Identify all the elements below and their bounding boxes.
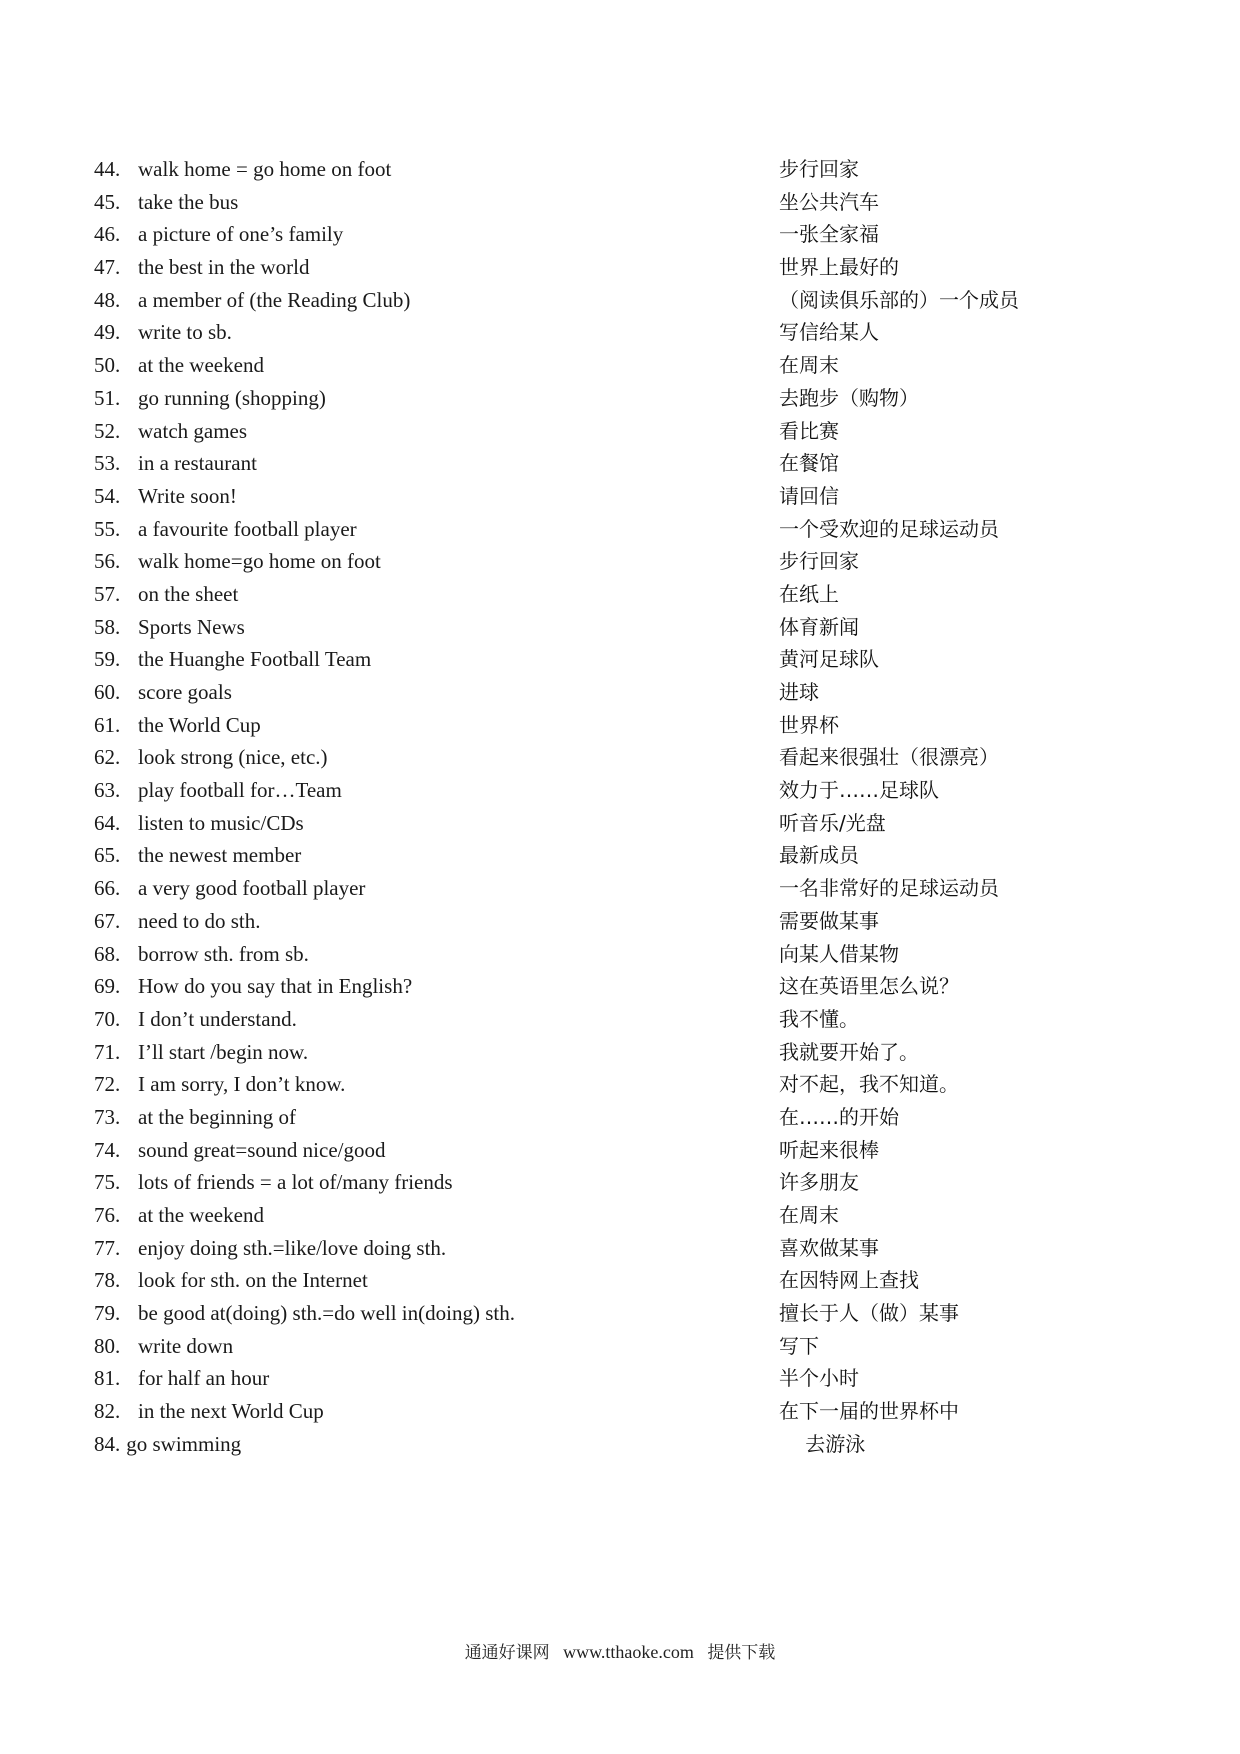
phrase-entry [94, 578, 1154, 611]
phrase-entry [94, 513, 1154, 546]
entry-english: lots of friends = a lot of/many friends [138, 1170, 453, 1195]
entry-chinese: 一个受欢迎的足球运动员 [779, 516, 999, 541]
phrase-entry [94, 1166, 1154, 1199]
entry-english: be good at(doing) sth.=do well in(doing) sth. [138, 1301, 515, 1326]
entry-english: the World Cup [138, 712, 261, 737]
entry-number: 56. [94, 549, 121, 574]
entry-english: in a restaurant [138, 451, 257, 476]
entry-chinese: 看比赛 [779, 418, 839, 443]
entry-chinese: 在餐馆 [779, 451, 839, 476]
entry-number: 76. [94, 1203, 121, 1227]
entry-english: look for sth. on the Internet [138, 1268, 368, 1293]
phrase-entry [94, 1297, 1154, 1330]
entry-chinese: 在纸上 [779, 581, 839, 606]
entry-english: a picture of one’s family [138, 222, 344, 247]
entry-chinese: 去跑步（购物） [779, 385, 919, 410]
entry-number: 49. [94, 320, 121, 345]
entry-english: at the weekend [138, 1203, 264, 1227]
phrase-entry [94, 643, 1154, 676]
entry-number: 55. [94, 516, 121, 541]
entry-english: borrow sth. from sb. [138, 941, 309, 966]
phrase-entry [94, 415, 1154, 448]
phrase-entry [94, 905, 1154, 938]
entry-english: sound great=sound nice/good [138, 1137, 386, 1162]
entry-english: go swimming [126, 1431, 242, 1456]
entry-number: 61. [94, 712, 121, 737]
entry-chinese: （阅读俱乐部的）一个成员 [779, 287, 1019, 312]
entry-number: 78. [94, 1268, 121, 1293]
entry-number: 66. [94, 876, 121, 901]
footer-url-link[interactable]: www.tthaoke.com [563, 1642, 694, 1662]
phrase-entry [94, 480, 1154, 513]
phrase-entry [94, 709, 1154, 742]
entry-english: need to do sth. [138, 908, 261, 933]
phrase-entry [94, 1330, 1154, 1363]
entry-number: 59. [94, 647, 121, 672]
phrase-entry [94, 316, 1154, 349]
entry-number: 45. [94, 189, 121, 214]
entry-chinese: 需要做某事 [779, 908, 879, 933]
entry-chinese: 步行回家 [779, 157, 859, 181]
phrase-entry [94, 1068, 1154, 1101]
entry-number: 84. [94, 1431, 121, 1456]
entry-number: 73. [94, 1104, 121, 1129]
entry-number: 64. [94, 810, 121, 835]
entry-chinese: 一张全家福 [779, 222, 879, 247]
entry-chinese: 在周末 [779, 353, 839, 378]
phrase-entry [94, 545, 1154, 578]
entry-chinese: 我就要开始了。 [779, 1039, 919, 1064]
entry-number: 52. [94, 418, 121, 443]
phrase-entry [94, 447, 1154, 480]
entry-number: 81. [94, 1366, 121, 1391]
phrase-entry [94, 807, 1154, 840]
entry-chinese: 向某人借某物 [779, 941, 899, 966]
entry-chinese: 喜欢做某事 [779, 1235, 879, 1260]
phrase-entry [94, 382, 1154, 415]
phrase-entry [94, 611, 1154, 644]
phrase-entry [94, 1036, 1154, 1069]
entry-english: look strong (nice, etc.) [138, 745, 328, 770]
entry-number: 44. [94, 157, 121, 181]
entry-chinese: 去游泳 [805, 1431, 866, 1456]
entry-chinese: 许多朋友 [779, 1170, 859, 1195]
phrase-entry [94, 1003, 1154, 1036]
entry-chinese: 这在英语里怎么说？ [779, 974, 959, 999]
entry-english: a very good football player [138, 876, 366, 901]
footer-suffix: 提供下载 [707, 1643, 776, 1663]
entry-english: listen to music/CDs [138, 810, 304, 835]
entry-english: I am sorry, I don’t know. [138, 1072, 346, 1097]
entry-number: 70. [94, 1006, 121, 1031]
entry-english: in the next World Cup [138, 1399, 324, 1424]
footer-site-name: 通通好课网 [464, 1643, 550, 1663]
entry-english: enjoy doing sth.=like/love doing sth. [138, 1235, 447, 1260]
entry-chinese: 在……的开始 [779, 1104, 899, 1129]
entry-english: I’ll start /begin now. [138, 1039, 309, 1064]
phrase-entry [94, 1101, 1154, 1134]
entry-english: write to sb. [138, 320, 232, 345]
phrase-entry [94, 186, 1154, 219]
entry-english: Write soon! [138, 483, 237, 508]
entry-chinese: 进球 [779, 680, 819, 704]
phrase-list [94, 153, 1154, 1461]
phrase-entry [94, 1362, 1154, 1395]
phrase-entry [94, 153, 1154, 186]
entry-english: take the bus [138, 189, 239, 214]
entry-chinese: 效力于……足球队 [779, 778, 939, 803]
entry-english: play football for…Team [138, 778, 342, 803]
entry-english: I don’t understand. [138, 1006, 297, 1031]
entry-chinese: 步行回家 [779, 549, 859, 574]
phrase-entry [94, 970, 1154, 1003]
entry-number: 53. [94, 451, 121, 476]
entry-number: 54. [94, 483, 121, 508]
entry-chinese: 我不懂。 [779, 1006, 859, 1031]
entry-english: at the beginning of [138, 1104, 297, 1129]
phrase-entry [94, 218, 1154, 251]
entry-number: 65. [94, 843, 121, 868]
entry-number: 57. [94, 581, 121, 606]
entry-number: 62. [94, 745, 121, 770]
entry-english: on the sheet [138, 581, 239, 606]
entry-chinese: 写信给某人 [779, 320, 879, 345]
entry-english: the Huanghe Football Team [138, 647, 372, 672]
entry-chinese: 世界杯 [779, 712, 839, 737]
entry-chinese: 请回信 [779, 483, 839, 508]
entry-english: go running (shopping) [138, 385, 326, 410]
entry-chinese: 在周末 [779, 1203, 839, 1227]
entry-number: 74. [94, 1137, 121, 1162]
phrase-entry [94, 349, 1154, 382]
entry-english: a member of (the Reading Club) [138, 287, 411, 312]
entry-number: 60. [94, 680, 121, 704]
phrase-entry [94, 284, 1154, 317]
phrase-entry [94, 676, 1154, 709]
entry-english: for half an hour [138, 1366, 270, 1391]
entry-chinese: 擅长于人（做）某事 [779, 1301, 959, 1326]
entry-english: at the weekend [138, 353, 264, 378]
entry-chinese: 在因特网上查找 [779, 1268, 919, 1293]
entry-number: 82. [94, 1399, 121, 1424]
entry-chinese: 在下一届的世界杯中 [779, 1399, 959, 1424]
phrase-entry [94, 1428, 1154, 1461]
entry-number: 47. [94, 255, 121, 280]
phrase-entry [94, 1395, 1154, 1428]
entry-english: How do you say that in English? [138, 974, 413, 999]
entry-chinese: 体育新闻 [779, 614, 859, 639]
phrase-entry [94, 839, 1154, 872]
entry-number: 68. [94, 941, 121, 966]
entry-english: the newest member [138, 843, 302, 868]
phrase-entry [94, 774, 1154, 807]
entry-number: 79. [94, 1301, 121, 1326]
entry-number: 72. [94, 1072, 121, 1097]
entry-chinese: 半个小时 [779, 1366, 859, 1391]
entry-english: score goals [138, 680, 232, 704]
phrase-entry [94, 938, 1154, 971]
entry-english: a favourite football player [138, 516, 357, 541]
entry-english: the best in the world [138, 255, 310, 280]
entry-english: walk home=go home on foot [138, 549, 381, 574]
entry-chinese: 世界上最好的 [779, 255, 899, 280]
entry-chinese: 最新成员 [779, 843, 859, 868]
entry-number: 75. [94, 1170, 121, 1195]
entry-number: 48. [94, 287, 121, 312]
page-footer [0, 1638, 1240, 1663]
entry-chinese: 写下 [779, 1333, 819, 1358]
entry-english: walk home = go home on foot [138, 157, 392, 181]
phrase-entry [94, 251, 1154, 284]
phrase-entry [94, 1199, 1154, 1232]
entry-number: 69. [94, 974, 121, 999]
entry-number: 63. [94, 778, 121, 803]
entry-number: 67. [94, 908, 121, 933]
entry-chinese: 坐公共汽车 [779, 189, 879, 214]
entry-number: 71. [94, 1039, 121, 1064]
entry-chinese: 黄河足球队 [779, 647, 879, 672]
entry-number: 50. [94, 353, 121, 378]
phrase-entry [94, 872, 1154, 905]
entry-chinese: 听音乐/光盘 [779, 810, 886, 835]
entry-chinese: 对不起，我不知道。 [779, 1072, 959, 1097]
phrase-entry [94, 1232, 1154, 1265]
phrase-entry [94, 741, 1154, 774]
entry-english: write down [138, 1333, 234, 1358]
entry-number: 58. [94, 614, 121, 639]
phrase-entry [94, 1264, 1154, 1297]
phrase-entry [94, 1134, 1154, 1167]
entry-number: 51. [94, 385, 121, 410]
entry-english: Sports News [138, 614, 245, 639]
entry-number: 80. [94, 1333, 121, 1358]
entry-english: watch games [138, 418, 248, 443]
entry-chinese: 看起来很强壮（很漂亮） [779, 745, 999, 770]
entry-chinese: 听起来很棒 [779, 1137, 879, 1162]
entry-chinese: 一名非常好的足球运动员 [779, 876, 999, 901]
entry-number: 77. [94, 1235, 121, 1260]
entry-number: 46. [94, 222, 121, 247]
